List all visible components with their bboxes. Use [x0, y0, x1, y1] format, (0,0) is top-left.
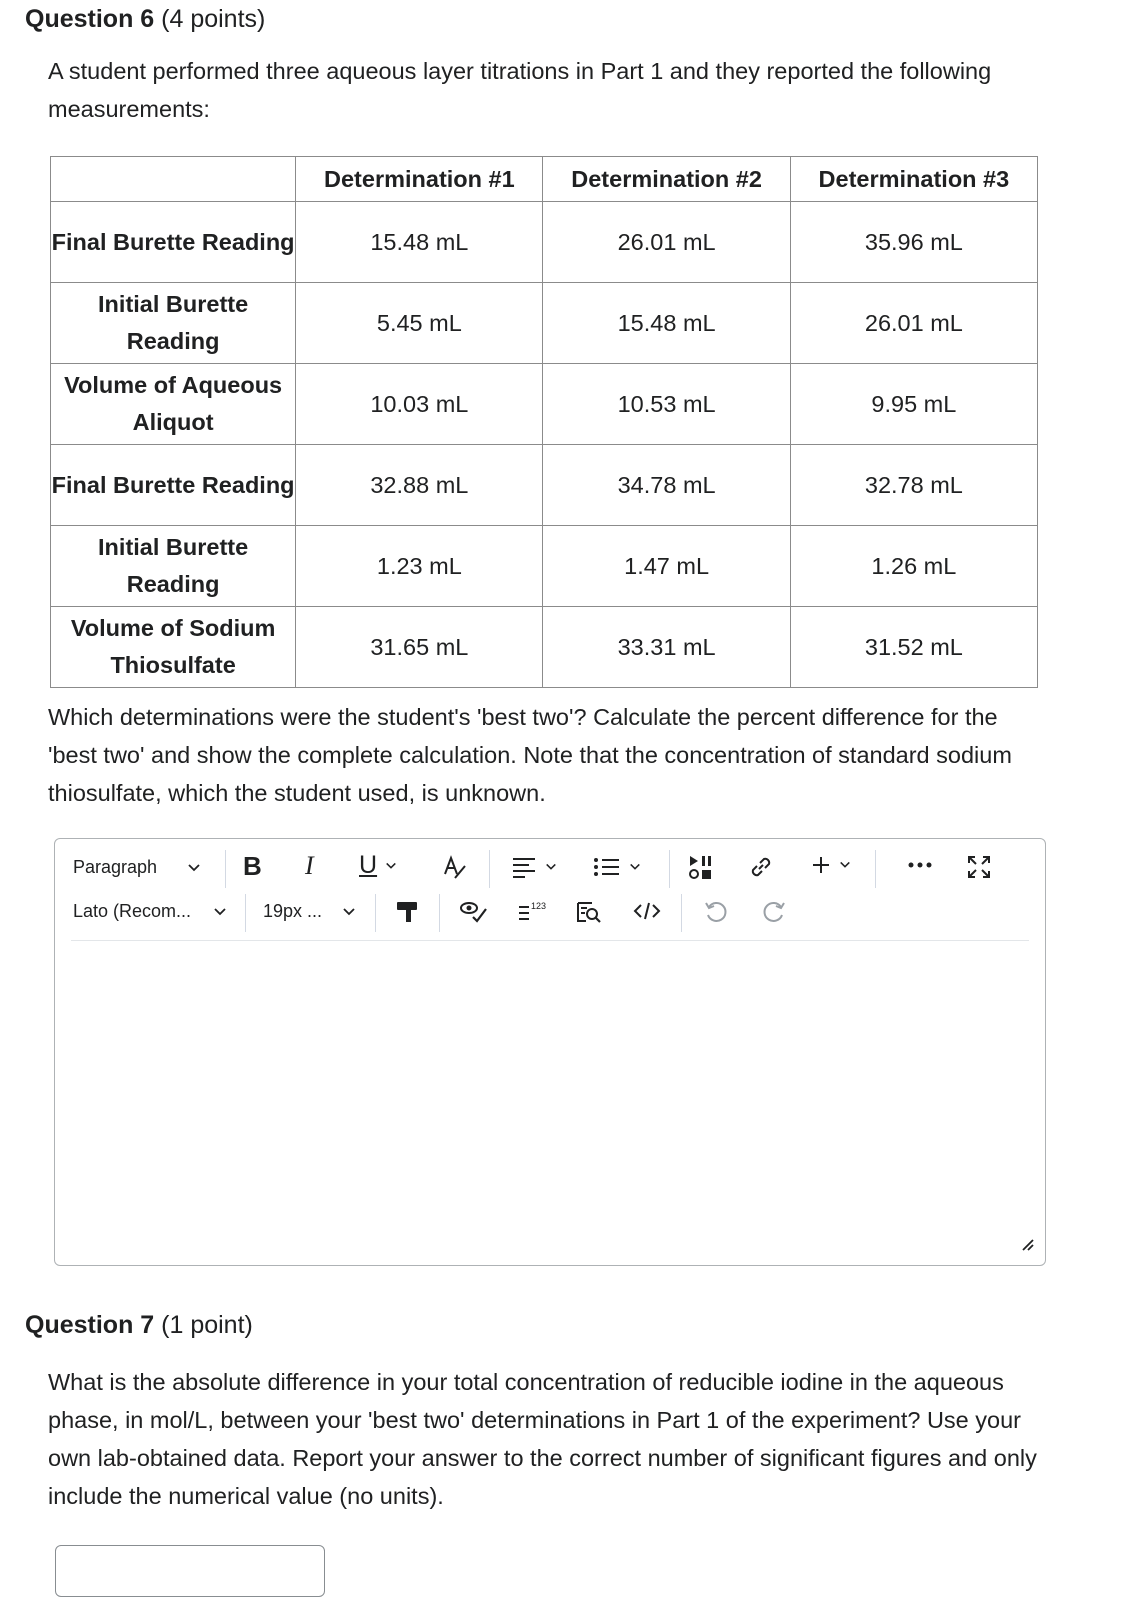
table-cell: 10.53 mL	[543, 364, 790, 445]
insert-media-icon	[687, 853, 715, 881]
question-6-prompt: Which determinations were the student's 'best two'? Calculate the percent difference for the 'best two' and show the complete calculation. Note that the concentration of standard sodium thiosulfate, which the student used, is unknown.	[48, 704, 1012, 806]
question-6-intro: A student performed three aqueous layer titrations in Part 1 and they reported the following measurements:	[48, 58, 992, 122]
redo-button[interactable]	[761, 899, 787, 925]
preview-button[interactable]	[575, 899, 603, 925]
toolbar-divider	[245, 894, 246, 932]
table-cell: 31.65 mL	[296, 607, 543, 688]
table-header-determination-3: Determination #3	[790, 157, 1037, 202]
table-cell: 1.23 mL	[296, 526, 543, 607]
underline-button[interactable]	[359, 851, 397, 880]
preview-icon	[575, 899, 603, 925]
chevron-down-icon	[629, 862, 641, 872]
equation-icon	[517, 899, 547, 925]
table-cell: 10.03 mL	[296, 364, 543, 445]
source-code-button[interactable]	[633, 901, 661, 921]
table-cell: 15.48 mL	[543, 283, 790, 364]
font-family-value: Lato (Recom...	[73, 901, 192, 921]
redo-icon	[761, 899, 787, 925]
toolbar-divider	[669, 850, 670, 888]
bullet-list-icon	[593, 855, 621, 879]
format-painter-icon	[395, 899, 421, 925]
table-cell: 26.01 mL	[543, 202, 790, 283]
align-dropdown[interactable]	[511, 855, 557, 879]
insert-media-button[interactable]	[687, 853, 715, 881]
bold-button[interactable]	[243, 851, 262, 882]
toolbar-divider	[681, 894, 682, 932]
question-6-header	[25, 5, 265, 34]
source-code-icon	[633, 901, 661, 921]
bold-label: B	[243, 851, 262, 881]
chevron-down-icon	[187, 863, 201, 873]
italic-button[interactable]	[305, 851, 314, 881]
chevron-down-icon	[213, 907, 227, 917]
table-row	[51, 526, 1038, 607]
table-cell: 32.88 mL	[296, 445, 543, 526]
more-options-button[interactable]	[907, 861, 933, 869]
undo-button[interactable]	[703, 899, 729, 925]
chevron-down-icon	[342, 907, 356, 917]
toolbar-divider	[489, 850, 490, 888]
table-cell: 33.31 mL	[543, 607, 790, 688]
chevron-down-icon	[839, 860, 851, 870]
question-7-points: (1 point)	[161, 1311, 253, 1339]
font-family-dropdown[interactable]	[73, 901, 227, 922]
table-cell: 5.45 mL	[296, 283, 543, 364]
question-7-answer-input[interactable]	[55, 1545, 325, 1597]
plus-icon	[811, 855, 831, 875]
table-cell: 1.26 mL	[790, 526, 1037, 607]
question-6-number: Question 6	[25, 5, 155, 33]
toolbar-divider	[375, 894, 376, 932]
text-style-button[interactable]	[441, 854, 469, 882]
editor-toolbar-row-1	[55, 847, 1045, 891]
accessibility-checker-button[interactable]	[459, 899, 489, 925]
table-cell: 9.95 mL	[790, 364, 1037, 445]
row-label: Final Burette Reading	[51, 202, 296, 283]
table-cell: 31.52 mL	[790, 607, 1037, 688]
more-icon	[907, 861, 933, 869]
editor-toolbar-row-2	[55, 891, 1045, 935]
table-row	[51, 202, 1038, 283]
toolbar-divider	[225, 850, 226, 888]
block-format-value: Paragraph	[73, 857, 158, 877]
font-size-value: 19px ...	[263, 901, 323, 921]
table-header-row	[51, 157, 1038, 202]
insert-link-button[interactable]	[747, 853, 775, 881]
row-label: Volume of Sodium Thiosulfate	[51, 607, 296, 688]
rich-text-editor	[54, 838, 1046, 1266]
equation-editor-button[interactable]	[517, 899, 547, 925]
table-cell: 26.01 mL	[790, 283, 1037, 364]
question-7-prompt: What is the absolute difference in your total concentration of reducible iodine in the aqueous phase, in mol/L, between your 'best two' determinations in Part 1 of the experiment? Use your own lab-obtained data. Report your answer to the correct number of significant figures and only include the numerical value (no units).	[48, 1369, 1037, 1509]
fullscreen-icon	[967, 855, 991, 879]
underline-label: U	[359, 851, 378, 879]
chevron-down-icon	[385, 861, 397, 871]
table-cell: 15.48 mL	[296, 202, 543, 283]
answer-text-area[interactable]	[71, 939, 1029, 1254]
row-label: Final Burette Reading	[51, 445, 296, 526]
resize-grip-icon[interactable]	[1019, 1236, 1035, 1257]
row-label: Initial Burette Reading	[51, 526, 296, 607]
list-dropdown[interactable]	[593, 855, 641, 879]
row-label: Volume of Aqueous Aliquot	[51, 364, 296, 445]
table-row	[51, 364, 1038, 445]
table-row	[51, 607, 1038, 688]
svg-text:123: 123	[531, 901, 547, 911]
toolbar-divider	[439, 894, 440, 932]
font-size-dropdown[interactable]	[263, 901, 356, 922]
question-7-header	[25, 1311, 253, 1340]
link-icon	[747, 853, 775, 881]
table-row	[51, 445, 1038, 526]
chevron-down-icon	[545, 862, 557, 872]
question-6-points: (4 points)	[161, 5, 266, 33]
table-cell: 32.78 mL	[790, 445, 1037, 526]
block-format-dropdown[interactable]	[73, 857, 201, 878]
accessibility-check-icon	[459, 899, 489, 925]
toolbar-divider	[875, 850, 876, 888]
italic-label: I	[305, 851, 314, 880]
table-row	[51, 283, 1038, 364]
format-painter-button[interactable]	[395, 899, 421, 925]
question-7-number: Question 7	[25, 1311, 155, 1339]
fullscreen-button[interactable]	[967, 855, 991, 879]
text-color-icon	[441, 854, 469, 882]
align-left-icon	[511, 855, 537, 879]
insert-menu-button[interactable]	[811, 855, 851, 875]
table-cell: 1.47 mL	[543, 526, 790, 607]
undo-icon	[703, 899, 729, 925]
table-header-determination-1: Determination #1	[296, 157, 543, 202]
table-cell: 35.96 mL	[790, 202, 1037, 283]
table-header-determination-2: Determination #2	[543, 157, 790, 202]
table-header-blank	[51, 157, 296, 202]
titration-table	[50, 156, 1038, 688]
table-cell: 34.78 mL	[543, 445, 790, 526]
row-label: Initial Burette Reading	[51, 283, 296, 364]
